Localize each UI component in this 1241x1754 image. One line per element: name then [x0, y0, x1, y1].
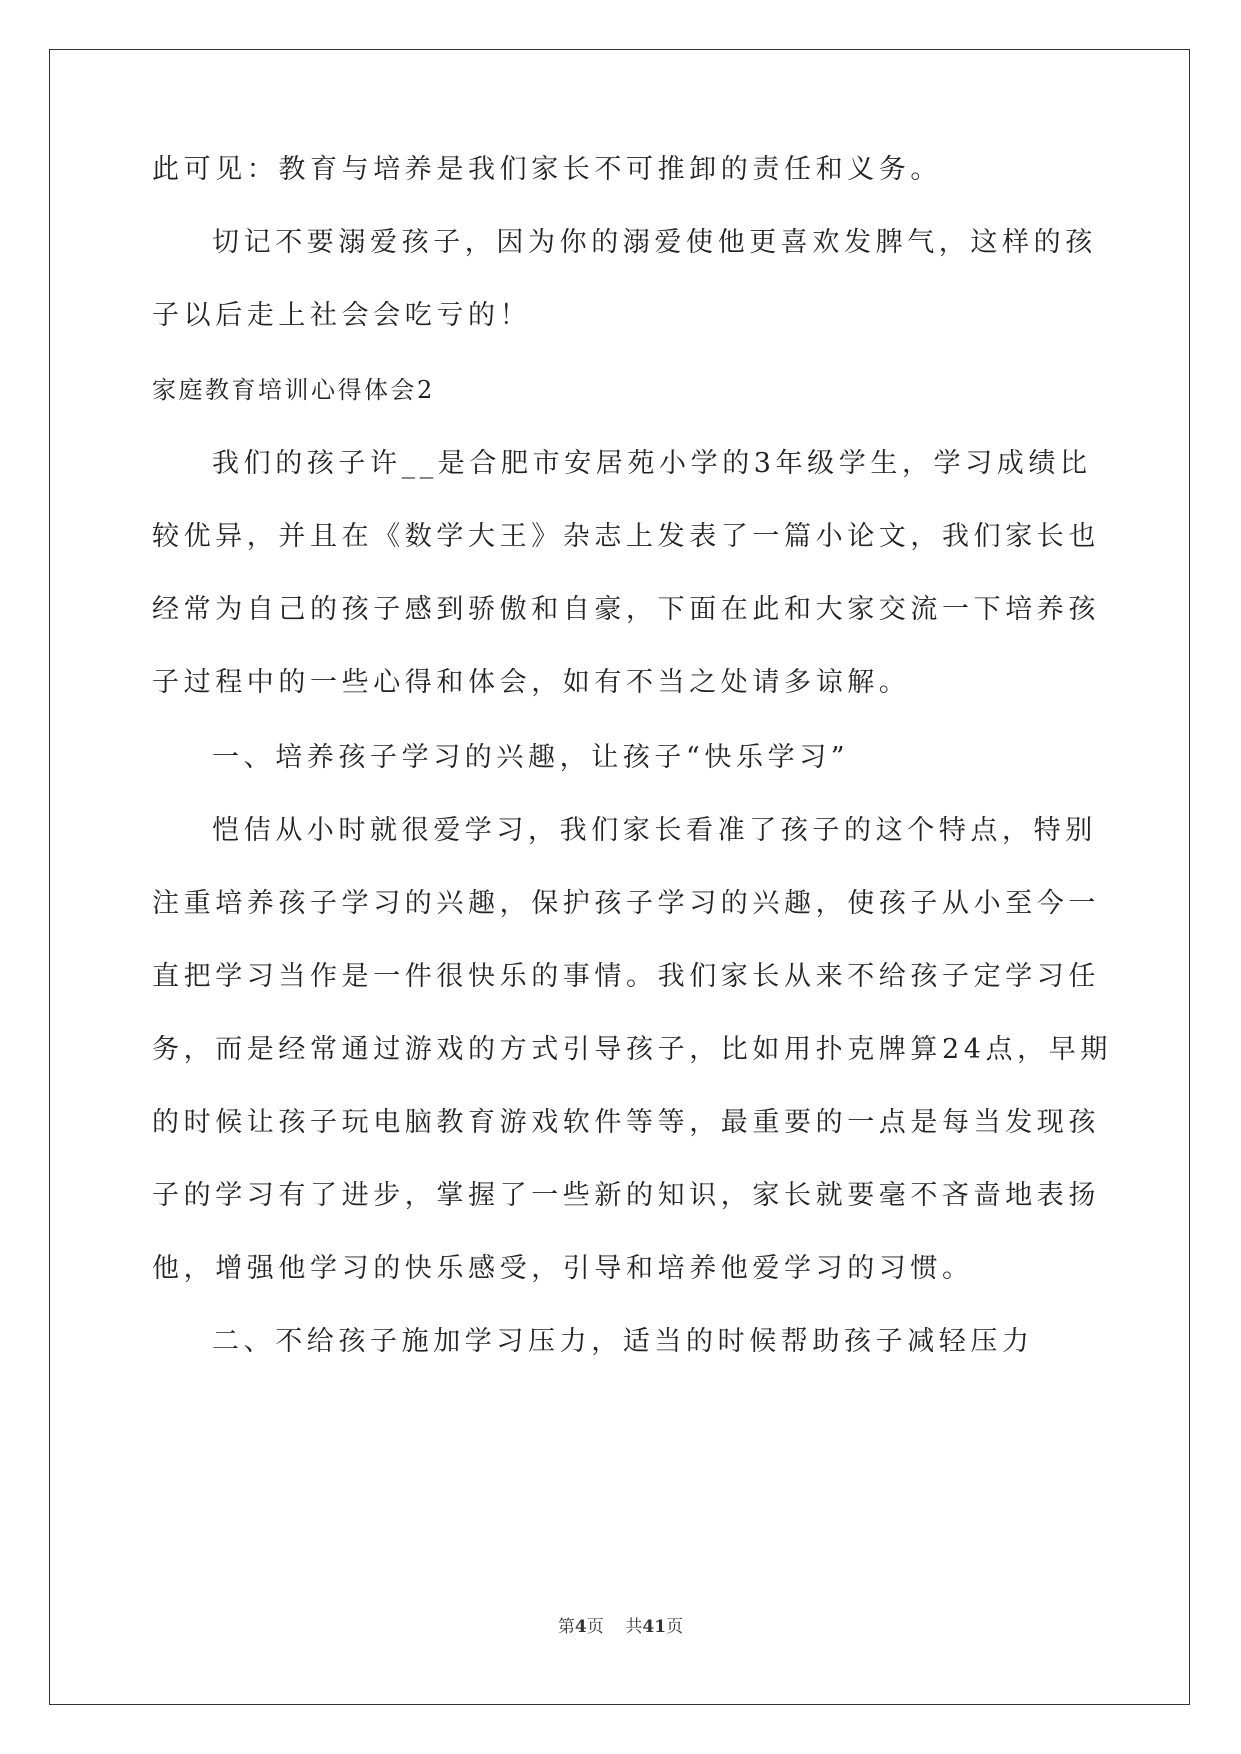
paragraph-line: 他，增强他学习的快乐感受，引导和培养他爱学习的习惯。 — [152, 1253, 974, 1284]
page-number: 4 — [574, 1617, 587, 1637]
paragraph-line: 注重培养孩子学习的兴趣，保护孩子学习的兴趣，使孩子从小至今一 — [152, 888, 1100, 919]
subheading-line: 二、不给孩子施加学习压力，适当的时候帮助孩子减轻压力 — [212, 1326, 1034, 1357]
total-prefix: 共 — [625, 1617, 643, 1637]
paragraph-line: 子的学习有了进步，掌握了一些新的知识，家长就要毫不吝啬地表扬 — [152, 1180, 1100, 1211]
paragraph-line: 恺佶从小时就很爱学习，我们家长看准了孩子的这个特点，特别 — [212, 815, 1097, 846]
paragraph-line: 切记不要溺爱孩子，因为你的溺爱使他更喜欢发脾气，这样的孩 — [212, 227, 1097, 258]
paragraph-line: 子过程中的一些心得和体会，如有不当之处请多谅解。 — [152, 667, 911, 698]
paragraph-line: 较优异，并且在《数学大王》杂志上发表了一篇小论文，我们家长也 — [152, 521, 1100, 552]
paragraph-line: 直把学习当作是一件很快乐的事情。我们家长从来不给孩子定学习任 — [152, 961, 1100, 992]
paragraph-line: 我们的孩子许__是合肥市安居苑小学的3年级学生，学习成绩比 — [212, 448, 1092, 479]
paragraph-line: 子以后走上社会会吃亏的！ — [152, 300, 532, 331]
section-heading: 家庭教育培训心得体会2 — [152, 376, 435, 404]
paragraph-line: 此可见：教育与培养是我们家长不可推卸的责任和义务。 — [152, 154, 942, 185]
paragraph-line: 经常为自己的孩子感到骄傲和自豪，下面在此和大家交流一下培养孩 — [152, 594, 1100, 625]
total-pages: 41 — [642, 1617, 667, 1637]
page-suffix: 页 — [586, 1617, 604, 1637]
total-suffix: 页 — [666, 1617, 684, 1637]
paragraph-line: 务，而是经常通过游戏的方式引导孩子，比如用扑克牌算24点，早期 — [152, 1034, 1112, 1065]
subheading-line: 一、培养孩子学习的兴趣，让孩子“快乐学习” — [212, 742, 850, 773]
paragraph-line: 的时候让孩子玩电脑教育游戏软件等等，最重要的一点是每当发现孩 — [152, 1107, 1100, 1138]
page-footer — [0, 1612, 1241, 1637]
page-prefix: 第 — [557, 1617, 575, 1637]
